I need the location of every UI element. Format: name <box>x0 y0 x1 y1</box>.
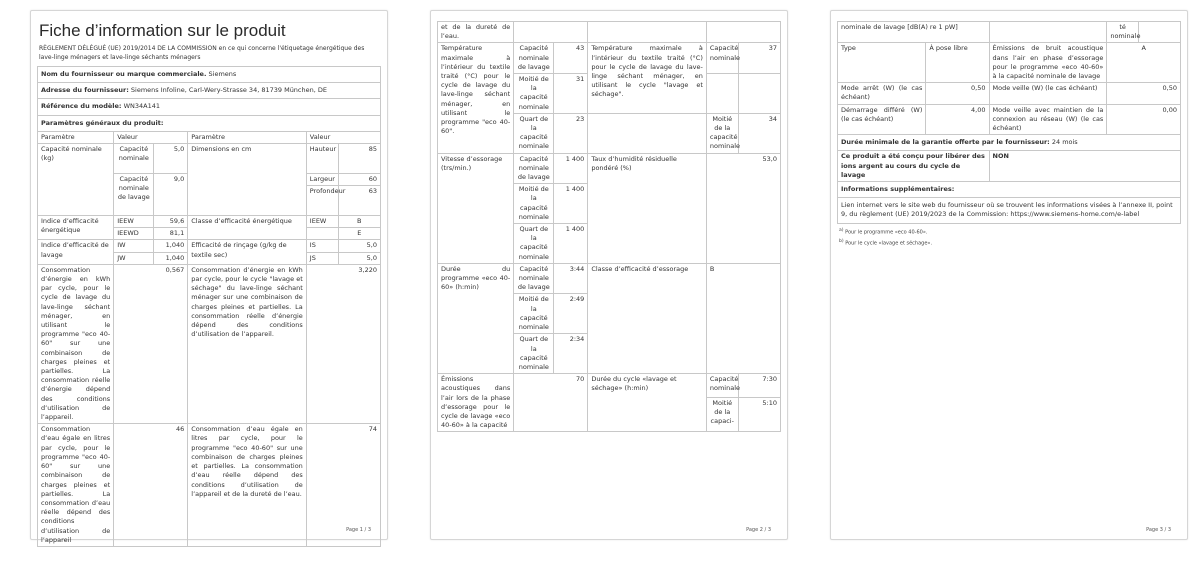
depth-val: 63 <box>368 187 377 196</box>
eei-w-sub: IEEW <box>114 216 154 228</box>
temp-label: Température maximale à l’intérieur du textile traité (°C) pour le cycle de lavage du lave-linge séchant ménager, en utilisant le programme "eco 40-60". <box>438 43 514 153</box>
eei-label: Indice d’efficacité énergétique <box>38 216 114 240</box>
capacity-nominal-val: 5,0 <box>154 144 188 174</box>
energy-class-label: Classe d’efficacité énergétique <box>188 216 307 240</box>
cycle-dur-label: Durée du cycle «lavage et séchage» (h:min) <box>588 374 707 432</box>
capacity-label: Capacité nominale (kg) <box>38 144 114 216</box>
eei-wd-val: 81,1 <box>154 228 188 240</box>
product-info-table <box>37 66 381 547</box>
network-val: 0,00 <box>1107 104 1181 135</box>
temp2-cap: Capacité nominale <box>706 43 738 74</box>
wash-idx-label: Indice d’efficacité de lavage <box>38 240 114 264</box>
type-label: Type <box>838 43 926 83</box>
footnote-b: $^{b)}$ Pour le cycle «lavage et séchage». <box>839 239 933 247</box>
warranty-label: Durée minimale de la garantie offerte par le fournisseur: <box>841 138 1050 147</box>
js-val: 5,0 <box>338 252 380 264</box>
energy-class-w-sub: IEEW <box>306 216 338 228</box>
page-title: Fiche d’information sur le produit <box>39 21 286 40</box>
water-cons-val: 46 <box>114 424 188 547</box>
capacity-wash-sub: Capacité nominale de lavage <box>114 174 154 216</box>
delay-label: Démarrage différé (W) (le cas échéant) <box>838 104 926 135</box>
model-ref: WN34A141 <box>123 102 160 111</box>
iw-val: 1,040 <box>154 240 188 252</box>
carry-right: té nominale <box>1107 22 1139 43</box>
dur-quarter-val: 2:34 <box>554 334 588 374</box>
energy-cons2-label: Consommation d’énergie en kWh par cycle, pour le cycle "lavage et séchage" du lave-linge séchant ménager sur une combinaison de charges pleines et partielles. La consommation réelle d’énergie dépend des conditions d’utilisation de l’appareil. <box>188 264 307 423</box>
humidity-val: 53,0 <box>706 153 780 263</box>
depth-label: Profondeur <box>309 187 346 196</box>
eei-w-val: 59,6 <box>154 216 188 228</box>
spin-cap-val: 1 400 <box>554 153 588 184</box>
cycle-half-val: 5:10 <box>738 398 780 432</box>
temp-quarter: Quart de la capacité nominale <box>514 113 554 153</box>
temp-cap-nom: Capacité nominale de lavage <box>514 43 554 74</box>
spin-half-val: 1 400 <box>554 184 588 224</box>
spin-half: Moitié de la capacité nominale <box>514 184 554 224</box>
js-sub: JS <box>306 252 338 264</box>
temp2-half: Moitié de la capacité nominale <box>706 113 738 153</box>
extra-info-heading: Informations supplémentaires: <box>838 182 1181 198</box>
cycle-half: Moitié de la capaci- <box>706 398 738 432</box>
spin-cap: Capacité nominale de lavage <box>514 153 554 184</box>
cycle-cap-val: 7:30 <box>738 374 780 398</box>
supplier-address-label: Adresse du fournisseur: <box>41 86 129 95</box>
dur-quarter: Quart de la capacité nominale <box>514 334 554 374</box>
carry-text: et de la dureté de l’eau. <box>438 22 514 43</box>
spin-quarter-val: 1 400 <box>554 224 588 264</box>
energy-class-w-val: B <box>338 216 380 228</box>
off-label: Mode arrêt (W) (le cas échéant) <box>838 83 926 104</box>
temp-cap-nom-val: 43 <box>554 43 588 74</box>
col-value: Valeur <box>114 131 188 143</box>
noise-label: Émissions acoustiques dans l’air lors de la phase d’essorage pour le cycle de lavage «eco 40-60» à la capacité <box>438 374 514 432</box>
width-val: 60 <box>339 174 380 186</box>
dur-cap-val: 3:44 <box>554 263 588 294</box>
cycle-cap: Capacité nominale <box>706 374 738 398</box>
temp2-label: Température maximale à l’intérieur du textile traité (°C) pour le cycle de lavage du lave-linge séchant ménager, en utilisant le cycle "lavage et séchage". <box>588 43 707 113</box>
page-footer: Page 3 / 3 <box>1146 527 1171 533</box>
noise-class-label: Émissions de bruit acoustique dans l’air en phase d’essorage pour le programme «eco 40-60» à la capacité nominale de lavage <box>989 43 1107 83</box>
jw-val: 1,040 <box>154 252 188 264</box>
supplier-address: Siemens Infoline, Carl-Wery-Strasse 34, 81739 München, DE <box>130 86 327 95</box>
dur-half: Moitié de la capacité nominale <box>514 294 554 334</box>
duration-label: Durée du programme «eco 40-60» (h:min) <box>438 263 514 373</box>
standby-val: 0,50 <box>1107 83 1181 104</box>
water-cons2-label: Consommation d’eau égale en litres par cycle, pour le programme "eco 40-60" sur une combinaison de charges pleines et partielles. La consommation d’eau réelle dépend des conditions d’utilisation de l’appareil et de la dureté de l’eau. <box>188 424 307 547</box>
carry-left: nominale de lavage [dB(A) re 1 pW] <box>838 22 990 43</box>
energy-cons-label: Consommation d’énergie en kWh par cycle, pour le cycle de lavage du lave-linge séchant ménager, en utilisant le programme "eco 40-60" sur une combinaison de charges pleines et partielles. La consommation réelle d’énergie dépend des conditions d’utilisation de l’appareil. <box>38 264 114 423</box>
height-val: 85 <box>338 144 380 174</box>
temp-quarter-val: 23 <box>554 113 588 153</box>
spin-quarter: Quart de la capacité nominale <box>514 224 554 264</box>
is-val: 5,0 <box>338 240 380 252</box>
network-label: Mode veille avec maintien de la connexion au réseau (W) (le cas échéant) <box>989 104 1107 135</box>
iw-sub: IW <box>114 240 154 252</box>
spin-class-val: B <box>706 263 780 373</box>
silver-val: NON <box>989 151 1181 182</box>
water-cons2-val: 74 <box>306 424 380 547</box>
model-label: Référence du modèle: <box>41 102 122 111</box>
page-2 <box>430 10 788 540</box>
humidity-label: Taux d’humidité résiduelle pondéré (%) <box>588 153 707 263</box>
page-footer: Page 1 / 3 <box>346 527 371 533</box>
spin-class-label: Classe d’efficacité d’essorage <box>588 263 707 373</box>
jw-sub: JW <box>114 252 154 264</box>
spin-label: Vitesse d’essorage (trs/min.) <box>438 153 514 263</box>
supplier-link-text: Lien internet vers le site web du fournisseur où se trouvent les informations visées à l’annexe II, point 9, du règlement (UE) 2019/2023 de la Commission: https://www.siemens-home.com/e-label <box>838 198 1181 223</box>
col-value: Valeur <box>306 131 380 143</box>
off-val: 0,50 <box>926 83 989 104</box>
water-cons-label: Consommation d’eau égale en litres par cycle, pour le programme "eco 40-60" sur une combinaison de charges pleines et partielles. La consommation d’eau réelle dépend des conditions d’utilisation de l’appareil <box>38 424 114 547</box>
capacity-wash-val: 9,0 <box>154 174 188 216</box>
footnote-a: $^{a)}$ Pour le programme «eco 40-60». <box>839 227 928 236</box>
energy-class-wd-val: E <box>338 228 380 240</box>
standby-label: Mode veille (W) (le cas échéant) <box>989 83 1107 104</box>
temp-half: Moitié de la capacité nominale <box>514 74 554 114</box>
regulation-text: RÈGLEMENT DÉLÉGUÉ (UE) 2019/2014 DE LA COMMISSION en ce qui concerne l'étiquetage énergétique des lave-linge ménagers et lave-linge séchants ménagers <box>39 45 365 61</box>
energy-cons2-val: 3,220 <box>306 264 380 423</box>
width-label: Largeur <box>307 174 338 186</box>
energy-cons-val: 0,567 <box>114 264 188 423</box>
rinse-label: Efficacité de rinçage (g/kg de textile sec) <box>188 240 307 264</box>
supplier-name: Siemens <box>208 70 237 78</box>
supplier-name-label: Nom du fournisseur ou marque commerciale. <box>41 70 207 78</box>
noise-val: 70 <box>514 374 588 432</box>
capacity-nominal-sub: Capacité nominale <box>114 144 154 174</box>
type-val: À pose libre <box>926 43 989 83</box>
temp2-half-val: 34 <box>738 113 780 153</box>
silver-label: Ce produit a été conçu pour libérer des ions argent au cours du cycle de lavage <box>838 151 990 182</box>
is-sub: IS <box>306 240 338 252</box>
product-info-table-cont <box>437 21 781 432</box>
general-params-heading: Paramètres généraux du produit: <box>38 115 381 131</box>
page-1 <box>30 10 388 544</box>
page-footer: Page 2 / 3 <box>746 527 771 533</box>
warranty-val: 24 mois <box>1051 138 1078 147</box>
height-label: Hauteur <box>306 144 338 174</box>
col-param: Paramètre <box>188 131 307 143</box>
delay-val: 4,00 <box>926 104 989 135</box>
col-param: Paramètre <box>38 131 114 143</box>
noise-class-val: A <box>1107 43 1181 83</box>
temp2-cap-val: 37 <box>738 43 780 74</box>
dur-cap: Capacité nominale de lavage <box>514 263 554 294</box>
page-3 <box>830 10 1188 540</box>
dimensions-label: Dimensions en cm <box>188 144 307 216</box>
temp-half-val: 31 <box>554 74 588 114</box>
product-info-table-end <box>837 21 1181 224</box>
eei-wd-sub: IEEWD <box>114 228 154 240</box>
dur-half-val: 2:49 <box>554 294 588 334</box>
